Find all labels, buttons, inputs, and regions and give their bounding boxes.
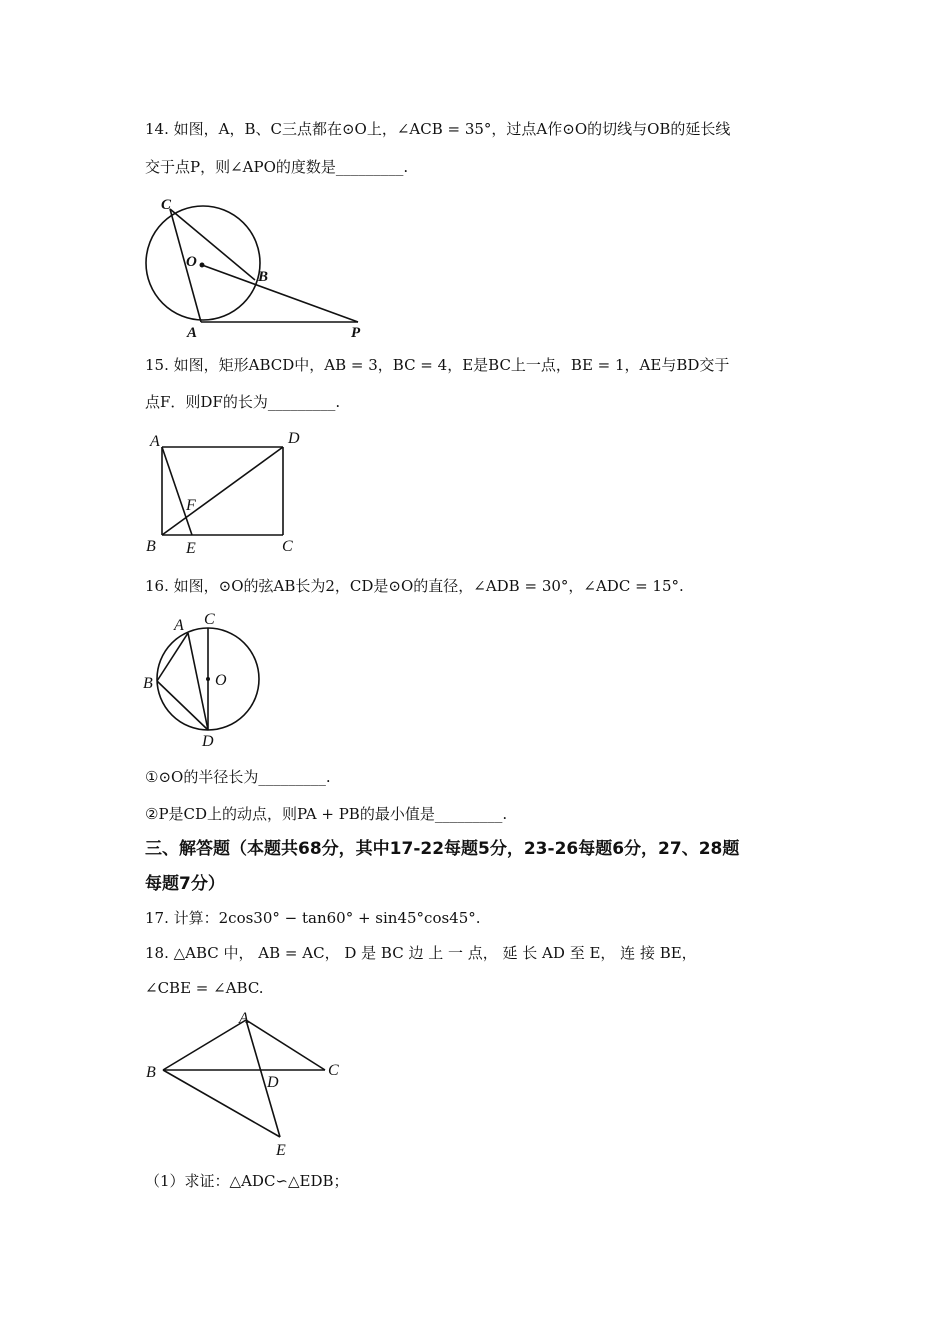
q16-label-o: O <box>215 672 227 689</box>
q16-sub2: ②P是CD上的动点，则PA + PB的最小值是_________. <box>145 805 508 823</box>
q15-line1: 15. 如图，矩形ABCD中，AB = 3，BC = 4，E是BC上一点，BE = 1，AE与BD交于 <box>145 356 730 374</box>
q18-sub1: （1）求证：△ADC∽△EDB； <box>145 1172 349 1190</box>
q14-figure <box>140 192 380 342</box>
q14-label-p: P <box>351 325 361 341</box>
q15-label-b: B <box>146 538 156 555</box>
q16-label-d: D <box>202 733 214 750</box>
q18-label-c: C <box>328 1062 339 1079</box>
q16-segment-ad <box>188 633 208 730</box>
q14-line1: 14. 如图，A，B、C三点都在⊙O上，∠ACB = 35°，过点A作⊙O的切线与OB的延长线 <box>145 120 731 138</box>
q15-label-f: F <box>186 497 196 514</box>
q17-text: 17. 计算：2cos30° − tan60° + sin45°cos45°. <box>145 909 481 927</box>
q14-line2: 交于点P，则∠APO的度数是_________. <box>145 158 409 176</box>
q14-line-op <box>202 265 358 322</box>
q18-label-a: A <box>239 1010 249 1027</box>
q16-label-b: B <box>143 675 153 692</box>
q18-side-ab <box>163 1020 246 1070</box>
q18-figure <box>140 1005 360 1165</box>
q15-label-e: E <box>186 540 196 557</box>
q15-line2: 点F．则DF的长为_________. <box>145 393 341 411</box>
q18-line1: 18. △ABC 中， AB = AC， D 是 BC 边 上 一 点， 延 长 AD 至 E， 连 接 BE， <box>145 944 697 962</box>
q15-label-c: C <box>282 538 293 555</box>
q18-label-e: E <box>276 1142 286 1159</box>
q18-line2: ∠CBE = ∠ABC. <box>145 979 264 997</box>
q16-center-dot <box>206 677 210 681</box>
q15-diagonal-bd <box>162 447 283 535</box>
q16-line1: 16. 如图，⊙O的弦AB长为2，CD是⊙O的直径，∠ADB = 30°，∠ADC = 15°. <box>145 577 684 595</box>
q18-label-d: D <box>267 1074 279 1091</box>
q16-sub1: ①⊙O的半径长为_________. <box>145 768 331 786</box>
q14-label-a: A <box>187 325 198 341</box>
q15-label-d: D <box>288 430 300 447</box>
q14-label-b: B <box>258 269 269 285</box>
q15-label-a: A <box>150 433 160 450</box>
q14-label-c: C <box>161 197 172 213</box>
q14-center-dot <box>200 263 205 268</box>
q15-segment-ae <box>162 447 192 535</box>
q18-label-b: B <box>146 1064 156 1081</box>
q15-figure <box>140 425 320 560</box>
q18-segment-be <box>163 1070 280 1137</box>
q14-label-o: O <box>186 254 197 270</box>
q16-label-a: A <box>174 617 184 634</box>
q16-figure <box>140 606 270 751</box>
section3-heading-line1: 三、解答题（本题共68分，其中17-22每题5分，23-26每题6分，27、28题 <box>145 839 740 859</box>
q16-label-c: C <box>204 611 215 628</box>
section3-heading-line2: 每题7分） <box>145 874 225 894</box>
